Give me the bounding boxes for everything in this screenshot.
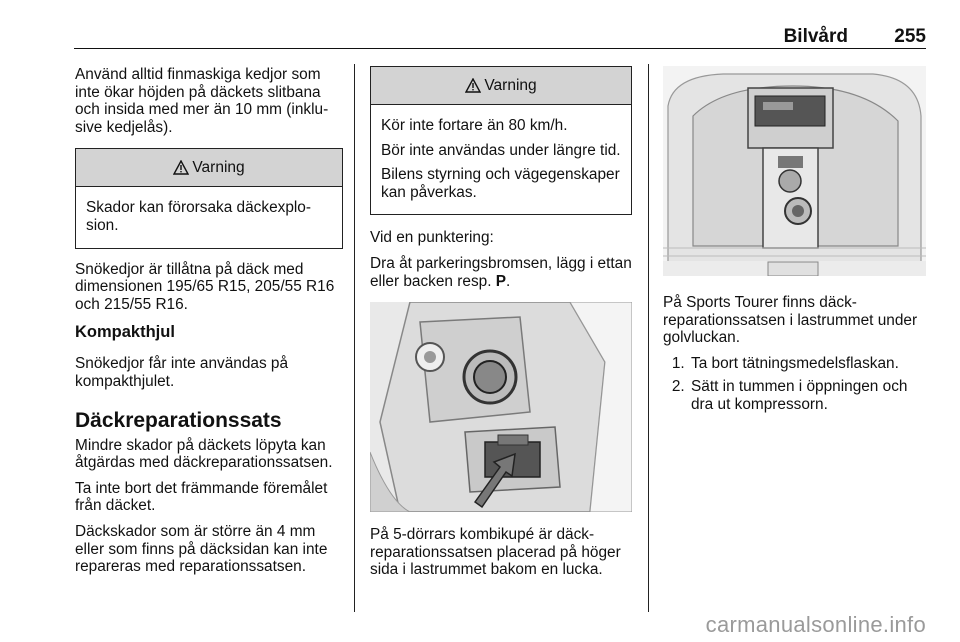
warning-line-1: Kör inte fortare än 80 km/h.	[381, 117, 568, 134]
warning-line-3: Bilens styrning och vägegenskaper kan påverkas.	[381, 166, 620, 201]
trunk-panel-drawing	[370, 302, 632, 512]
warning-header	[76, 149, 342, 187]
gear-p-label: P	[495, 272, 507, 290]
warning-box	[75, 148, 343, 248]
warning-line-2: Bör inte användas under längre tid.	[381, 141, 621, 159]
page-number: 255	[894, 26, 926, 47]
step-1: 1. Ta bort tätningsmedelsflaskan.	[689, 355, 926, 373]
page-header	[74, 22, 926, 49]
puncture-end: .	[506, 272, 511, 290]
section-title: Bilvård	[783, 26, 848, 47]
hatchback-trunk-illustration	[370, 302, 632, 512]
compact-wheel-text: Snökedjor får inte användas på kompakthjulet.	[75, 355, 289, 390]
sports-tourer-trunk-illustration	[663, 66, 926, 276]
spare-well-drawing	[663, 66, 926, 276]
repair-kit-heading: Däckreparationssats	[75, 408, 282, 432]
warning-title: Varning	[192, 159, 245, 177]
column-2	[370, 66, 632, 587]
hatchback-caption: På 5-dörrars kombikupé är däckreparationssatsen placerad på höger sida i lastrummet bakom en lucka.	[370, 526, 621, 579]
watermark-text: carmanualsonline.info	[705, 612, 926, 637]
warning-triangle-icon	[465, 78, 481, 93]
warning-box	[370, 66, 632, 215]
steps-list	[663, 355, 926, 414]
warning-body	[371, 105, 631, 214]
column-divider-1	[354, 64, 355, 612]
warning-text: Skador kan förorsaka däckexplosion.	[86, 199, 312, 234]
compact-wheel-heading: Kompakthjul	[75, 323, 175, 342]
warning-body	[76, 187, 342, 247]
puncture-intro: Vid en punktering:	[370, 229, 494, 247]
chains-size-text: Snökedjor är tillåtna på däck med dimensionen 195/65 R15, 205/55 R16 och 215/55 R16.	[75, 260, 335, 313]
column-3	[663, 66, 926, 420]
puncture-instruction: Dra åt parkeringsbromsen, lägg i ettan eller backen resp.	[370, 254, 632, 290]
sports-tourer-caption: På Sports Tourer finns däckreparationssatsen i lastrummet under golvluckan.	[663, 294, 918, 347]
repair-kit-text-1: Mindre skador på däckets löpyta kan åtgärdas med däckreparationssatsen.	[75, 436, 333, 472]
chains-intro-text: Använd alltid finmaskiga kedjor som inte ökar höjden på däckets slitbana och insida med mer än 10 mm (inklusive kedjelås).	[75, 66, 329, 136]
warning-triangle-icon	[173, 160, 189, 175]
puncture-text	[370, 255, 632, 290]
column-divider-2	[648, 64, 649, 612]
step-2: 2. Sätt in tummen i öppningen och dra ut kompressorn.	[689, 378, 926, 413]
warning-header	[371, 67, 631, 105]
warning-title: Varning	[484, 76, 537, 94]
column-1	[75, 66, 343, 584]
repair-kit-text-2: Ta inte bort det främmande föremålet från däcket.	[75, 479, 328, 515]
repair-kit-text-3: Däckskador som är större än 4 mm eller som finns på däcksidan kan inte repareras med reparationssatsen.	[75, 522, 328, 576]
